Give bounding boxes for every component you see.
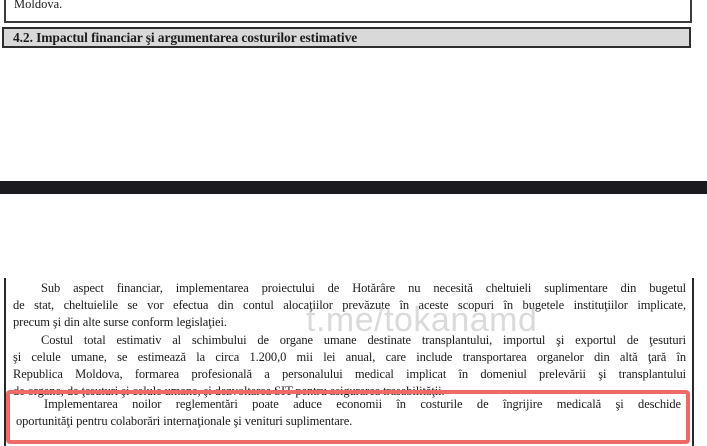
highlighted-text-line: Implementarea noilor reglementări poate aduce economii în costurile de îngrijire medicală şi deschide [44,397,681,411]
red-highlight-box [6,390,690,444]
section-header-row [2,27,691,48]
text-line: şi celule umane, se estimează la circa 1.200,0 mii lei anual, care include transportarea organelor din altă ţară în [13,349,686,364]
text-line: Sub aspect financiar, implementarea proiectului de Hotărâre nu necesită cheltuieli suplimentare din bugetul [41,281,686,295]
text-line: de stat, cheltuielile se vor efectua din contul alocaţiilor prevăzute în aceste scopuri în bugetele instituţiilor implicate, [13,298,686,313]
previous-section-text: Moldova. [14,0,63,11]
text-line: precum şi din alte surse conform legislaţiei. [13,315,227,330]
text-line: de organe, de ţesuturi şi celule umane, şi dezvoltarea SIT pentru asigurarea trasabilităţii. [13,384,445,399]
text-line: Republica Moldova, formarea profesională a personalului medical implicat în domeniul prelevării şi transplantului [13,366,686,381]
section-header-title: 4.2. Impactul financiar şi argumentarea costurilor estimative [13,29,358,45]
text-line: Costul total estimativ al schimbului de organe umane destinate transplantului, importul şi exportul de ţesuturi [41,332,686,347]
highlighted-text-line: oportunităţi pentru colaborări internaţionale şi venituri suplimentare. [16,414,353,429]
previous-section-cell [4,0,692,23]
telegram-watermark: t.me/tokanamd [306,301,538,339]
page-separator-bar [0,181,707,194]
